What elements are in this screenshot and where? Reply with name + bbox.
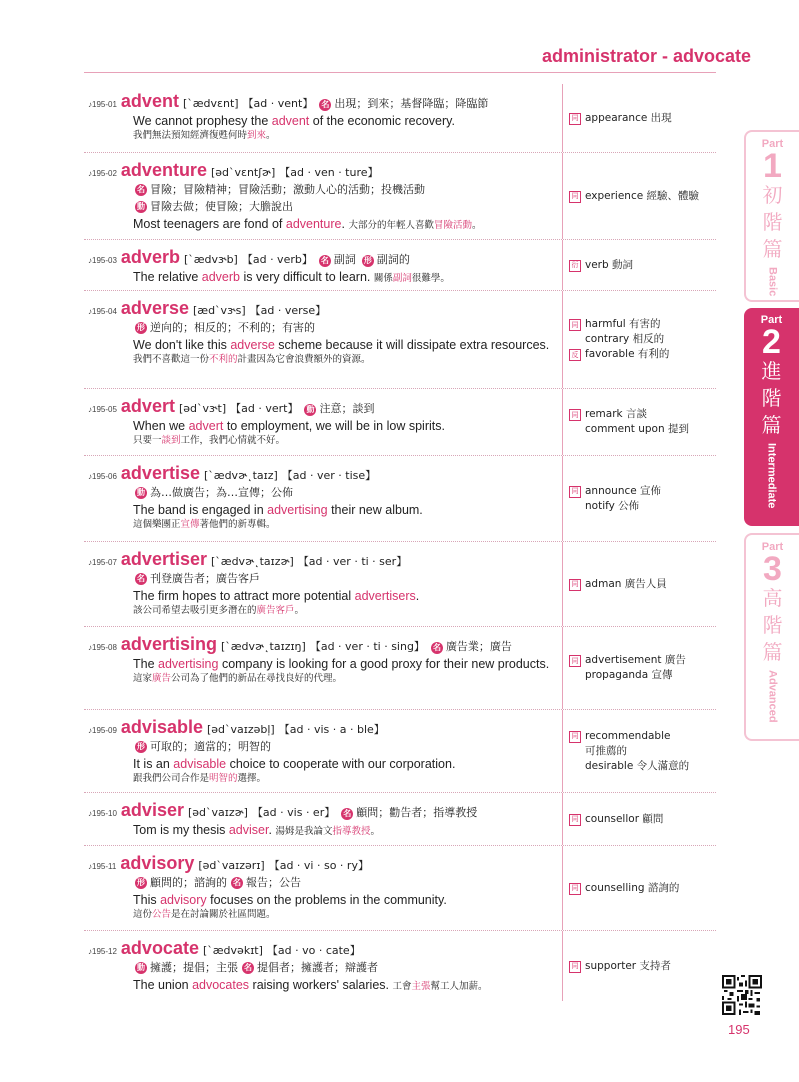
definition: 顧問；勸告者；指導教授 [356, 806, 478, 819]
definition: 注意；談到 [319, 402, 375, 415]
entry-advertising [84, 627, 716, 710]
syllables: 【ad · verse】 [249, 304, 327, 317]
definition: 擁護；提倡；主張 [150, 961, 238, 974]
phonetic: [ædˋvɝs] [192, 304, 246, 317]
syllables: 【ad · vent】 [242, 97, 314, 110]
tab-part-number: 2 [762, 323, 781, 361]
tab-chinese-char: 篇 [761, 413, 782, 437]
related-words: 同 experience 經驗、體驗 [562, 153, 716, 239]
pos-badge: 形 [137, 878, 145, 887]
pos-badge: 形 [137, 323, 145, 332]
headword: advisory [120, 853, 195, 873]
related-words: 同 harmful 有害的 contrary 相反的 反 favorable 有利的 [562, 291, 716, 388]
audio-track-number[interactable]: ♪195-03 [88, 256, 117, 265]
definition: 副詞 [333, 253, 356, 266]
pos-badge: 名 [321, 100, 330, 109]
related-words: 同 counsellor 顧問 [562, 793, 716, 845]
phonetic: [ˋædvɚ˛taɪzɚ] [210, 555, 294, 568]
phonetic: [ədˋvaɪzərɪ] [198, 859, 265, 872]
page-number: 195 [728, 1022, 750, 1037]
phonetic: [ˋædvɝb] [183, 253, 238, 266]
tab-chinese-char: 階 [761, 386, 782, 410]
example-translation: 我們無法預知經濟復甦何時到來。 [133, 130, 276, 141]
pos-badge: 動 [137, 963, 145, 972]
synonym-icon: 同 [569, 655, 581, 667]
example-sentence: The union advocates raising workers' salaries. 工會主張幫工人加薪。 [133, 978, 488, 992]
definition: 冒險去做；使冒險；大膽說出 [150, 200, 293, 213]
headword: advocate [120, 938, 199, 958]
syllables: 【ad · vis · er】 [251, 806, 336, 819]
page-header-title: administrator - advocate [541, 46, 751, 66]
phonetic: [ədˋvaɪzəbl̩] [206, 723, 275, 736]
tab-english-label: Basic [766, 267, 779, 297]
headword: adviser [120, 800, 184, 820]
pos-badge: 動 [137, 488, 145, 497]
example-translation: 這家廣告公司為了他們的新品在尋找良好的代理。 [133, 673, 343, 684]
tab-chinese-char: 進 [761, 359, 782, 383]
example-sentence: This advisory focuses on the problems in the community. [133, 893, 447, 907]
tab-chinese-char: 階 [762, 613, 783, 637]
pos-badge: 形 [137, 742, 145, 751]
audio-track-number[interactable]: ♪195-04 [88, 307, 117, 316]
related-words: 同 appearance 出現 [562, 84, 716, 152]
pos-badge: 名 [137, 574, 145, 583]
entry-adverse [84, 291, 716, 389]
definition: 為…做廣告；為…宣傳；公佈 [150, 486, 293, 499]
tab-part-label: Part [761, 541, 784, 553]
audio-track-number[interactable]: ♪195-10 [88, 809, 117, 818]
antonym-icon: 反 [569, 349, 581, 361]
headword: advent [120, 91, 179, 111]
entry-list [84, 84, 716, 1001]
syllables: 【ad · vis · a · ble】 [278, 723, 385, 736]
pos-badge: 動 [137, 202, 145, 211]
tab-part-3-advanced[interactable] [744, 533, 799, 741]
audio-track-number[interactable]: ♪195-05 [88, 405, 117, 414]
tab-chinese-char: 高 [762, 586, 783, 610]
example-translation: 大部分的年輕人喜歡冒險活動。 [348, 220, 482, 231]
entry-advocate [84, 931, 716, 1001]
definition: 刊登廣告者；廣告客戶 [150, 572, 260, 585]
phonetic: [ˋædvɚ˛taɪz] [203, 469, 278, 482]
phonetic: [ədˋvɝt] [178, 402, 227, 415]
related-words: 同 announce 宣佈 notify 公佈 [562, 456, 716, 541]
related-words: 同 recommendable 可推薦的 desirable 令人滿意的 [562, 710, 716, 792]
definition: 廣告業；廣告 [445, 640, 512, 653]
phonetic: [ˋædvɛnt] [182, 97, 239, 110]
syllables: 【ad · vert】 [230, 402, 299, 415]
example-sentence: Tom is my thesis adviser. 湯姆是我論文指導教授。 [133, 823, 380, 837]
syllables: 【ad · verb】 [241, 253, 313, 266]
example-translation: 湯姆是我論文指導教授。 [275, 826, 380, 837]
definition: 提倡者；擁護者；辯護者 [257, 961, 378, 974]
entry-advertiser [84, 542, 716, 627]
pos-badge: 形 [363, 256, 372, 265]
related-words: 同 remark 言談 comment upon 提到 [562, 389, 716, 455]
related-words: 同 adman 廣告人員 [562, 542, 716, 626]
headword: advisable [120, 717, 203, 737]
example-translation: 我們不喜歡這一份不利的計畫因為它會浪費額外的資源。 [133, 354, 371, 365]
tab-chinese-char: 階 [762, 210, 783, 234]
definition: 顧問的；諮詢的 [150, 876, 227, 889]
example-sentence: The relative adverb is very difficult to learn. 關係副詞很難學。 [133, 270, 450, 284]
related-words: 衍 verb 動詞 [562, 240, 716, 290]
example-sentence: Most teenagers are fond of adventure. 大部分的年輕人喜歡冒險活動。 [133, 217, 482, 231]
definition: 出現；到來；基督降臨；降臨節 [334, 97, 489, 110]
headword: advert [120, 396, 175, 416]
synonym-icon: 同 [569, 486, 581, 498]
example-sentence: We cannot prophesy the advent of the economic recovery. [133, 114, 455, 128]
phonetic: [ˋædvəkɪt] [202, 944, 263, 957]
syllables: 【ad · vi · so · ry】 [268, 859, 369, 872]
audio-track-number[interactable]: ♪195-11 [88, 862, 117, 871]
example-translation: 工會主張幫工人加薪。 [392, 981, 488, 992]
headword: advertising [120, 634, 217, 654]
syllables: 【ad · ver · tise】 [281, 469, 377, 482]
qr-code-icon[interactable] [722, 975, 762, 1015]
headword: adventure [120, 160, 207, 180]
synonym-icon: 同 [569, 961, 581, 973]
example-translation: 只要一談到工作，我們心情就不好。 [133, 435, 286, 446]
example-translation: 關係副詞很難學。 [373, 273, 450, 284]
synonym-icon: 同 [569, 579, 581, 591]
entry-advert [84, 389, 716, 456]
tab-chinese-char: 篇 [762, 237, 783, 261]
pos-badge: 動 [306, 405, 315, 414]
syllables: 【ad · ver · ti · ser】 [297, 555, 408, 568]
audio-track-number[interactable]: ♪195-09 [88, 726, 117, 735]
synonym-icon: 同 [569, 191, 581, 203]
synonym-icon: 同 [569, 319, 581, 331]
tab-part-label: Part [761, 138, 784, 150]
entry-advisory [84, 846, 716, 931]
entry-advisable [84, 710, 716, 793]
derivative-icon: 衍 [569, 260, 581, 272]
syllables: 【ad · ver · ti · sing】 [309, 640, 425, 653]
example-sentence: The firm hopes to attract more potential advertisers. [133, 589, 420, 603]
example-sentence: The advertising company is looking for a good proxy for their new products. [133, 657, 550, 671]
synonym-icon: 同 [569, 113, 581, 125]
example-translation: 這個樂團正宣傳著他們的新專輯。 [133, 519, 276, 530]
phonetic: [ədˋvɛntʃɚ] [210, 166, 276, 179]
example-translation: 這份公告是在討論關於社區問題。 [133, 909, 276, 920]
headword: adverse [120, 298, 189, 318]
entry-advent [84, 84, 716, 153]
audio-track-number[interactable]: ♪195-06 [88, 472, 117, 481]
tab-chinese-char: 初 [762, 183, 783, 207]
syllables: 【ad · ven · ture】 [279, 166, 379, 179]
audio-track-number[interactable]: ♪195-07 [88, 558, 117, 567]
tab-part-number: 3 [763, 550, 782, 588]
example-translation: 該公司希望去吸引更多潛在的廣告客戶。 [133, 605, 305, 616]
related-words: 同 advertisement 廣告 propaganda 宣傳 [562, 627, 716, 709]
synonym-icon: 同 [569, 731, 581, 743]
audio-track-number[interactable]: ♪195-02 [88, 169, 117, 178]
entry-adventure [84, 153, 716, 240]
example-sentence: When we advert to employment, we will be in low spirits. [133, 419, 445, 433]
audio-track-number[interactable]: ♪195-12 [88, 947, 117, 956]
tab-english-label: Intermediate [765, 443, 778, 509]
example-sentence: The band is engaged in advertising their new album. [133, 503, 423, 517]
entry-adverb [84, 240, 716, 291]
tab-part-number: 1 [763, 147, 782, 185]
definition: 報告；公告 [246, 876, 301, 889]
definition: 逆向的；相反的；不利的；有害的 [150, 321, 315, 334]
definition: 可取的；適當的；明智的 [150, 740, 271, 753]
audio-track-number[interactable]: ♪195-08 [88, 643, 117, 652]
tab-part-label: Part [760, 314, 783, 326]
synonym-icon: 同 [569, 409, 581, 421]
pos-badge: 名 [244, 963, 252, 972]
example-translation: 跟我們公司合作是明智的選擇。 [133, 773, 267, 784]
pos-badge: 名 [233, 878, 241, 887]
phonetic: [ˋædvɚ˛taɪzɪŋ] [220, 640, 306, 653]
headword: adverb [120, 247, 180, 267]
related-words: 同 supporter 支持者 [562, 931, 716, 1001]
definition: 副詞的 [376, 253, 410, 266]
pos-badge: 名 [343, 809, 352, 818]
tab-part-1-basic[interactable] [744, 130, 799, 302]
related-words: 同 counselling 諮詢的 [562, 846, 716, 930]
headword: advertise [120, 463, 200, 483]
phonetic: [ədˋvaɪzɚ] [187, 806, 248, 819]
tab-part-2-intermediate[interactable] [744, 308, 799, 526]
audio-track-number[interactable]: ♪195-01 [88, 100, 117, 109]
pos-badge: 名 [137, 185, 145, 194]
tab-english-label: Advanced [766, 670, 779, 723]
example-sentence: We don't like this adverse scheme because it will dissipate extra resources. [133, 338, 550, 352]
entry-advertise [84, 456, 716, 542]
example-sentence: It is an advisable choice to cooperate with our corporation. [133, 757, 456, 771]
entry-adviser [84, 793, 716, 846]
pos-badge: 名 [432, 643, 441, 652]
synonym-icon: 同 [569, 883, 581, 895]
pos-badge: 名 [320, 256, 329, 265]
headword: advertiser [120, 549, 207, 569]
syllables: 【ad · vo · cate】 [266, 944, 361, 957]
definition: 冒險；冒險精神；冒險活動；激動人心的活動；投機活動 [150, 183, 425, 196]
tab-chinese-char: 篇 [762, 640, 783, 664]
synonym-icon: 同 [569, 814, 581, 826]
header-rule [84, 72, 716, 73]
